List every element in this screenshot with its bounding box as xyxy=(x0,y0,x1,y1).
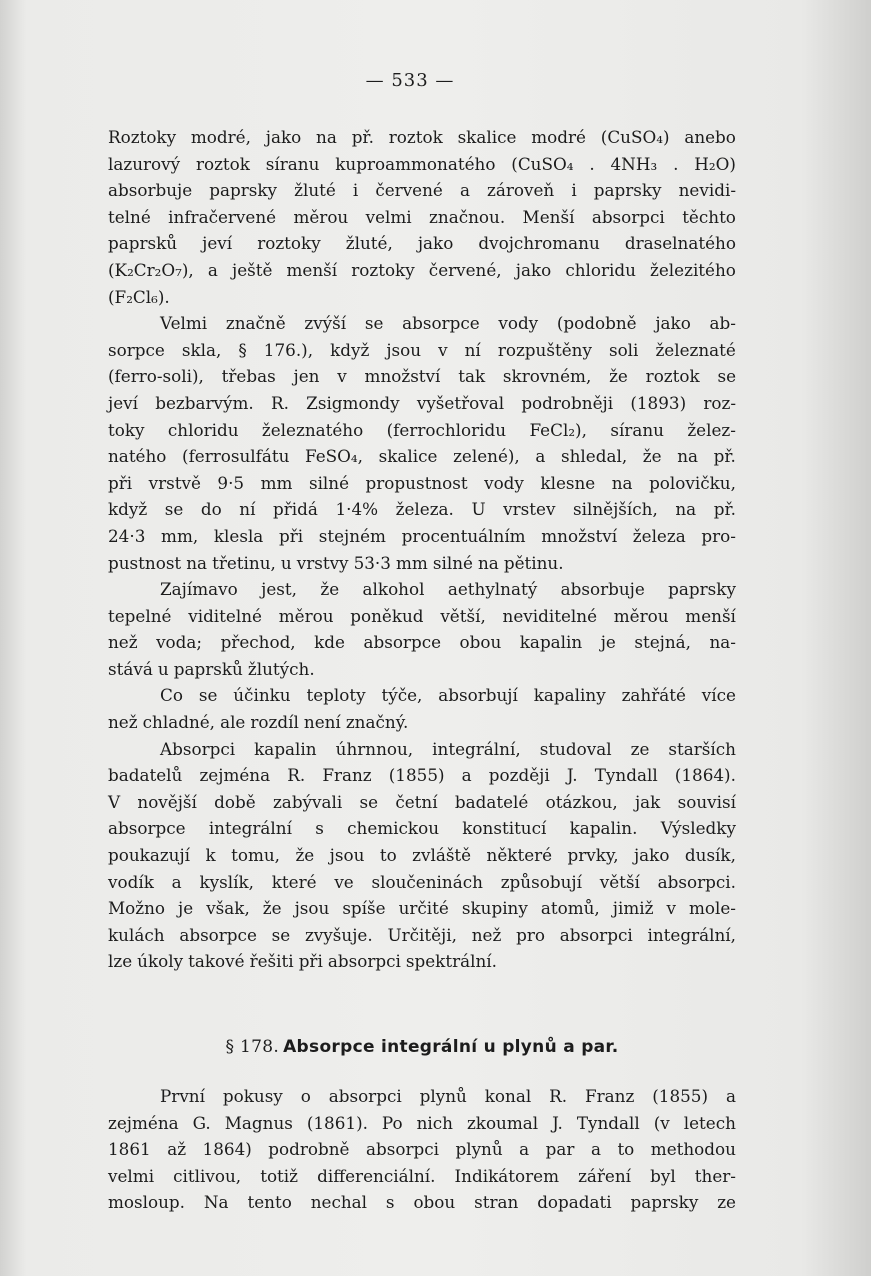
text-line: Velmi značně zvýší se absorpce vody (podobně jako ab- xyxy=(160,313,736,334)
text-line: První pokusy o absorpci plynů konal R. Franz (1855) a xyxy=(160,1086,736,1106)
section-number: § 178. xyxy=(225,1037,280,1058)
text-line: absorpce integrální s chemickou konstitucí kapalin. Výsledky xyxy=(108,818,736,839)
text-line: Možno je však, že jsou spíše určité skupiny atomů, jimiž v mole- xyxy=(108,898,736,919)
text-line: V novější době zabývali se četní badatelé otázkou, jak souvisí xyxy=(108,791,736,812)
text-line: stává u paprsků žlutých. xyxy=(108,658,315,679)
text-line: lazurový roztok síranu kuproammonatého (CuSO₄ . 4NH₃ . H₂O) xyxy=(108,153,736,174)
text-line: natého (ferrosulfátu FeSO₄, skalice zelené), a shledal, že na př. xyxy=(108,446,736,467)
text-line: 1861 až 1864) podrobně absorpci plynů a par a to methodou xyxy=(108,1139,736,1160)
text-line: jeví bezbarvým. R. Zsigmondy vyšetřoval podrobněji (1893) roz- xyxy=(108,392,736,413)
text-line: (K₂Cr₂O₇), a ještě menší roztoky červené, jako chloridu železitého xyxy=(108,259,736,280)
text-line: pustnost na třetinu, u vrstvy 53·3 mm silné na pětinu. xyxy=(108,552,564,573)
text-line: Co se účinku teploty týče, absorbují kapaliny zahřáté více xyxy=(160,685,736,706)
text-line: poukazují k tomu, že jsou to zvláště některé prvky, jako dusík, xyxy=(108,845,736,866)
page-number: — 533 — xyxy=(365,70,455,91)
text-line: badatelů zejména R. Franz (1855) a později J. Tyndall (1864). xyxy=(108,765,736,786)
paragraph xyxy=(108,682,736,735)
paragraph xyxy=(108,576,736,682)
text-line: Roztoky modré, jako na př. roztok skalice modré (CuSO₄) anebo xyxy=(108,127,736,147)
text-line: tepelné viditelné měrou poněkud větší, neviditelné měrou menší xyxy=(108,605,736,626)
text-line: lze úkoly takové řešiti při absorpci spektrální. xyxy=(108,951,497,972)
text-line: zejména G. Magnus (1861). Po nich zkoumal J. Tyndall (v letech xyxy=(108,1112,736,1133)
text-line: sorpce skla, § 176.), když jsou v ní rozpuštěny soli železnaté xyxy=(108,339,736,360)
text-line: toky chloridu železnatého (ferrochloridu FeCl₂), síranu želez- xyxy=(108,419,736,440)
paragraph xyxy=(108,1083,736,1216)
text-line: (ferro-soli), třebas jen v množství tak skrovném, že roztok se xyxy=(108,366,736,387)
text-line: velmi citlivou, totiž differenciální. Indikátorem záření byl ther- xyxy=(108,1165,736,1186)
page-body xyxy=(108,124,736,1216)
text-line: kulách absorpce se zvyšuje. Určitěji, než pro absorpci integrální, xyxy=(108,924,736,945)
text-line: Absorpci kapalin úhrnnou, integrální, studoval ze starších xyxy=(160,738,736,759)
text-line: Zajímavo jest, že alkohol aethylnatý absorbuje paprsky xyxy=(160,579,736,600)
text-line: absorbuje paprsky žluté i červené a zároveň i paprsky nevidi- xyxy=(108,180,736,201)
text-line: paprsků jeví roztoky žluté, jako dvojchromanu draselnatého xyxy=(108,233,736,254)
text-line: 24·3 mm, klesla při stejném procentuálním množství železa pro- xyxy=(108,525,736,546)
paragraph xyxy=(108,124,736,310)
text-line: když se do ní přidá 1·4% železa. U vrstev silnějších, na př. xyxy=(108,499,736,520)
section-heading xyxy=(108,975,736,1083)
section-title: Absorpce integrální u plynů a par. xyxy=(283,1037,619,1058)
text-line: než voda; přechod, kde absorpce obou kapalin je stejná, na- xyxy=(108,632,736,653)
text-line: při vrstvě 9·5 mm silné propustnost vody klesne na polovičku, xyxy=(108,472,736,493)
text-line: vodík a kyslík, které ve sloučeninách způsobují větší absorpci. xyxy=(108,871,736,892)
paragraph xyxy=(108,736,736,975)
paragraph xyxy=(108,310,736,576)
text-line: telné infračervené měrou velmi značnou. Menší absorpci těchto xyxy=(108,206,736,227)
text-line: (F₂Cl₆). xyxy=(108,286,170,307)
text-line: mosloup. Na tento nechal s obou stran dopadati paprsky ze xyxy=(108,1192,736,1213)
text-line: než chladné, ale rozdíl není značný. xyxy=(108,712,409,733)
